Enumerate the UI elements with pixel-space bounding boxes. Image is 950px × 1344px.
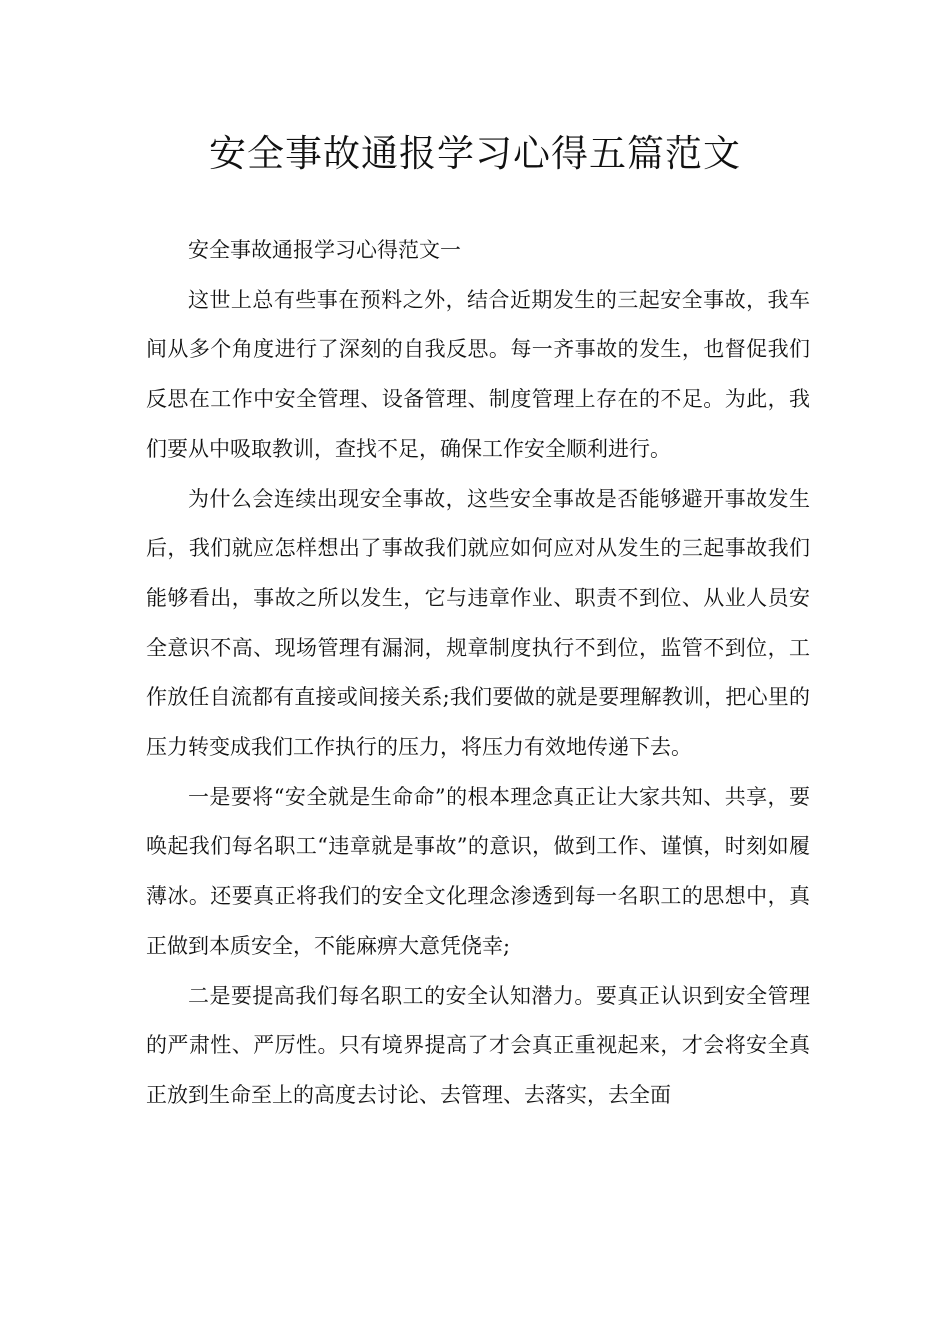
document-title: 安全事故通报学习心得五篇范文 [209,132,741,175]
paragraph-2: 为什么会连续出现安全事故，这些安全事故是否能够避开事故发生后，我们就应怎样想出了事故我们就应如何应对从发生的三起事故我们能够看出，事故之所以发生，它与违章作业、职责不到位、从业人员安全意识不高、现场管理有漏洞，规章制度执行不到位，监管不到位，工作放任自流都有直接或间接关系;我们要做的就是要理解教训，把心里的压力转变成我们工作执行的压力，将压力有效地传递下去。 [146,486,810,760]
paragraph-3: 一是要将“安全就是生命命”的根本理念真正让大家共知、共享，要唤起我们每名职工“违章就是事故”的意识，做到工作、谨慎，时刻如履薄冰。还要真正将我们的安全文化理念渗透到每一名职工的思想中，真正做到本质安全，不能麻痹大意凭侥幸; [146,784,810,958]
section-heading: 安全事故通报学习心得范文一 [188,238,461,262]
document-body [146,226,810,1121]
paragraph-1: 这世上总有些事在预料之外，结合近期发生的三起安全事故，我车间从多个角度进行了深刻的自我反思。每一齐事故的发生，也督促我们反思在工作中安全管理、设备管理、制度管理上存在的不足。为此，我们要从中吸取教训，查找不足，确保工作安全顺利进行。 [146,287,810,461]
paragraph-4: 二是要提高我们每名职工的安全认知潜力。要真正认识到安全管理的严肃性、严厉性。只有境界提高了才会真正重视起来，才会将安全真正放到生命至上的高度去讨论、去管理、去落实，去全面 [146,983,810,1107]
